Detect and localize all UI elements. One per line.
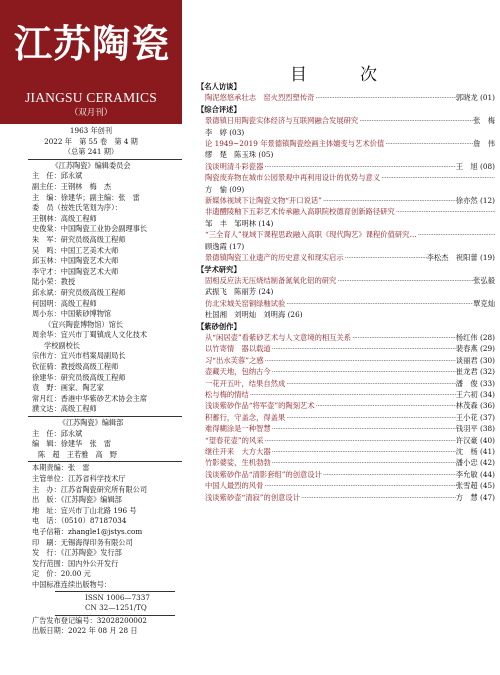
toc-leader-dots (336, 275, 473, 286)
toc-leader-dots (285, 378, 456, 389)
publishing-detail: 定 价：20.00 元 (32, 569, 91, 579)
toc-section-title: 【紫砂创作】 (197, 321, 241, 331)
editorial-staff: 主 任：邱永斌 (32, 428, 83, 438)
board-member: 吴 鸣：中国工艺美术大师 (32, 245, 119, 255)
issn-number: ISSN 1006—7337 (85, 592, 150, 602)
toc-entry-title: 中国人最烈的风骨 (205, 481, 264, 491)
toc-entry-title: 一花开五叶，结果自然成 (205, 378, 286, 388)
toc-leader-dots (285, 412, 456, 423)
toc-entry (197, 469, 495, 480)
board-member: 周小东：中国紫砂博物馆 (32, 309, 112, 319)
toc-entry-author: 潘小忠 (42) (455, 458, 495, 468)
journal-english-title: JIANGSU CERAMICS (25, 90, 157, 105)
toc-entry-title: 新媒体视域下让陶瓷文物“开口说话” (205, 196, 322, 206)
board-member: （宜兴陶瓷博物馆）馆长 (44, 319, 124, 329)
board-member: 王钢林：高级工程师 (32, 213, 97, 223)
board-member: 周余华：宜兴市丁蜀镇成人文化技术 (32, 330, 148, 340)
toc-entry-author-line: 邹 丰 邹明林 (14) (205, 218, 274, 228)
toc-leader-dots (384, 138, 473, 149)
toc-leader-dots (285, 298, 473, 309)
toc-leader-dots (351, 332, 456, 343)
toc-entry (197, 400, 495, 411)
cn-number: CN 32—1251/TQ (85, 603, 147, 613)
toc-entry-title: 浅谈紫砂作品“将军壶”的陶刻艺术 (205, 401, 315, 411)
toc-leader-dots (271, 457, 456, 468)
publishing-detail: 发行范围：国内外公开发行 (32, 558, 119, 568)
toc-entry (197, 138, 495, 149)
toc-entry-author: 张 梅 (473, 116, 495, 126)
toc-entry (197, 275, 495, 286)
toc-entry-title: 浅谈明清斗彩瓷器 (205, 161, 264, 171)
publishing-detail: 出 版：《江苏陶瓷》编辑部 (32, 495, 122, 505)
toc-entry-title: 积蓄行，守盖念，得盖果 (205, 412, 286, 422)
toc-entry (197, 435, 495, 446)
board-member: 袁 野：画家、陶艺家 (32, 383, 104, 393)
issn-box (55, 591, 175, 616)
toc-entry-author: 钱羽平 (38) (455, 424, 495, 434)
toc-leader-dots (271, 423, 456, 434)
toc-entry-author: 张弘毅 (473, 275, 495, 285)
toc-entry-author: 王六初 (34) (455, 389, 495, 399)
board-member: 主 编：徐建华；副主编：张 雷 (32, 192, 140, 202)
editorial-office-list (0, 429, 182, 461)
toc-leader-dots (358, 115, 473, 126)
toc-entry (197, 229, 495, 240)
board-member: 委 员（按姓氏笔划为序）： (32, 203, 122, 213)
toc-entry-author-line: 武振飞 陈丽芳 (24) (205, 287, 274, 297)
toc-entry-author: 崔龙君 (32) (455, 367, 495, 377)
board-member: 主 任：邱永斌 (32, 171, 83, 181)
toc-leader-dots (300, 492, 456, 503)
publishing-detail: 电子信箱：zhangle1@jstys.com (32, 526, 143, 536)
toc-entry (197, 172, 495, 183)
toc-leader-dots (417, 229, 495, 240)
toc-entry-author: 覃克灿 (473, 298, 495, 308)
toc-entry-title: 陶泥悠悠承壮志 窑火烈烈塑传奇 (205, 93, 315, 103)
toc-entry-title: 壶藏天地，包纳古今 (205, 367, 271, 377)
toc-leader-dots (264, 435, 456, 446)
toc-entry-title: 浅谈紫砂作品“清影套组”的创意设计 (205, 469, 322, 479)
toc-entry-author: 李允敏 (44) (455, 469, 495, 479)
toc-leader-dots (314, 92, 455, 103)
publishing-detail: 发 行：《江苏陶瓷》发行部 (32, 548, 122, 558)
toc-entry-author: 郭晓龙 (01) (455, 93, 495, 103)
toc-leader-dots (264, 355, 456, 366)
toc-entry (197, 423, 495, 434)
editorial-staff: 陈 超 王若雅 高 野 (38, 449, 118, 459)
toc-entry (197, 480, 495, 491)
editorial-board-list (0, 171, 182, 415)
toc-entry-author-line: 方 愉 (09) (205, 184, 245, 194)
toc-leader-dots (322, 469, 456, 480)
masthead-banner (0, 0, 182, 124)
toc-leader-dots (380, 172, 495, 183)
toc-entry-author: 李松杰 祝阳蕾 (19) (426, 253, 495, 263)
total-issue: （总第 241 期） (63, 147, 119, 157)
toc-entry-author-line: 李 婷 (03) (205, 127, 245, 137)
toc-entry-author: 谈丽君 (30) (455, 355, 495, 365)
toc-entry-author: 方 慧 (47) (455, 492, 495, 502)
toc-entry (197, 206, 495, 217)
toc-entry-title: 从“闲居壶”看紫砂艺术与人文意境的相互关系 (205, 332, 352, 342)
toc-entry (197, 446, 495, 457)
toc-entry-title: 竹影婆娑，生机勃勃 (205, 458, 271, 468)
toc-section-title: 【综合评述】 (197, 104, 241, 114)
toc-leader-dots (263, 161, 455, 172)
board-member: 钦征骑：教授级高级工程师 (32, 362, 119, 372)
table-of-contents (197, 81, 495, 503)
board-member: 学校副校长 (44, 340, 80, 350)
toc-entry-author: 林茂森 (36) (455, 401, 495, 411)
toc-entry (197, 366, 495, 377)
toc-leader-dots (322, 195, 456, 206)
board-member: 邱玉林：中国陶瓷艺术大师 (32, 256, 119, 266)
toc-entry-author-line: 顾逸霞 (17) (205, 241, 245, 251)
toc-entry-author: 张雪超 (45) (455, 481, 495, 491)
toc-entry (197, 115, 495, 126)
toc-entry-author: 裴春燕 (29) (455, 344, 495, 354)
toc-entry-title: “三全育人”视域下课程思政融入高职《现代陶艺》课程价值研究… (205, 230, 417, 240)
toc-entry-title: 习“出水芙蓉”之感 (205, 355, 264, 365)
toc-leader-dots (249, 389, 456, 400)
board-member: 李守才：中国陶瓷艺术大师 (32, 266, 119, 276)
toc-entry-title: 以竹寄情 器以载道 (205, 344, 271, 354)
board-title: 《江苏陶瓷》编辑委员会 (51, 160, 131, 170)
toc-entry (197, 92, 495, 103)
toc-entry-author-line: 缪 楚 陈玉珠 (05) (205, 150, 274, 160)
toc-entry-title: 难得糊涂是一种智慧 (205, 424, 271, 434)
toc-entry (197, 378, 495, 389)
toc-title: 目 次 (290, 65, 395, 85)
toc-entry-author: 杨红伟 (28) (455, 332, 495, 342)
toc-entry (197, 355, 495, 366)
toc-entry (197, 161, 495, 172)
toc-leader-dots (271, 446, 456, 457)
board-member: 副主任：王钢林 梅 杰 (32, 181, 112, 191)
table-of-contents-column (195, 0, 500, 675)
journal-logo: 江苏陶瓷 (14, 21, 171, 66)
toc-leader-dots (315, 400, 456, 411)
toc-entry-author: 沈 杨 (41) (455, 447, 495, 456)
toc-entry (197, 389, 495, 400)
toc-entry-title: 固相反应法无压烧结制备氮氧化铝的研究 (205, 275, 337, 285)
publishing-detail: 中国标准连续出版物号： (32, 579, 112, 589)
divider (28, 416, 182, 417)
board-member: 何国明：高级工程师 (32, 298, 97, 308)
toc-entry (197, 457, 495, 468)
toc-leader-dots (395, 206, 495, 217)
publishing-detail: 主 办：江苏省陶瓷研究所有限公司 (32, 484, 148, 494)
toc-entry (197, 332, 495, 343)
board-member: 宗伟方：宜兴市档案局副局长 (32, 351, 126, 361)
publishing-detail: 主管单位：江苏省科学技术厅 (32, 474, 126, 483)
toc-entry-author: 许汉豪 (40) (455, 435, 495, 445)
toc-entry (197, 492, 495, 503)
toc-entry-title: 陶瓷废弃物在城市公园景观中再利用设计的优势与意义 (205, 173, 381, 183)
toc-entry-title: 景德镇陶瓷工业遗产的历史意义和现实启示 (205, 253, 344, 263)
board-member: 朱 军：研究员级高级工程师 (32, 234, 126, 244)
toc-entry-title: “望春花壶”的风采 (205, 435, 264, 445)
toc-leader-dots (271, 366, 456, 377)
publishing-detail: 地 址：宜兴市丁山北路 196 号 (32, 505, 137, 515)
toc-entry (197, 298, 495, 309)
toc-entry-title: 松与梅的情结 (205, 389, 249, 399)
toc-entry-author: 王 旭 (08) (455, 161, 495, 171)
divider (28, 461, 182, 462)
toc-entry (197, 195, 495, 206)
ad-license: 广告发布登记编号：32028200002 (32, 615, 147, 625)
toc-entry-title: 非遗醴陵釉下五彩艺术传承融入高职院校德育创新路径研究 (205, 207, 395, 217)
toc-entry-author: 王小花 (37) (455, 412, 495, 422)
toc-entry-title: 景德镇日用陶瓷实体经济与互联网融合发展研究 (205, 116, 359, 126)
toc-entry-author-line: 杜国湘 刘明灿 刘明海 (26) (205, 310, 303, 320)
toc-entry-title: 继往开来 大方大器 (205, 447, 271, 456)
board-member: 邱永斌：研究员级高级工程师 (32, 287, 126, 297)
toc-entry (197, 252, 495, 263)
board-member: 史俊棠：中国陶瓷工业协会副理事长 (32, 224, 148, 234)
issue-number: 2022 年 第 55 卷 第 4 期 (44, 136, 138, 146)
editorial-staff: 编 辑：徐建华 张 雷 (32, 439, 112, 449)
publishing-detail: 电 话：（0510）87187034 (32, 516, 127, 526)
toc-leader-dots (263, 480, 455, 491)
publication-frequency: （双月刊） (69, 108, 113, 118)
toc-entry-author: 潘 俊 (33) (455, 378, 495, 388)
divider (28, 159, 182, 160)
toc-section-title: 【名人访谈】 (197, 82, 241, 91)
toc-entry (197, 343, 495, 354)
toc-leader-dots (344, 252, 427, 263)
publishing-details (0, 463, 182, 590)
publication-date: 出版日期：2022 年 08 月 28 日 (32, 626, 138, 636)
toc-leader-dots (271, 343, 456, 354)
founded-year: 1963 年创刊 (69, 126, 113, 135)
board-member: 濮文达：高级工程师 (32, 404, 97, 414)
board-member: 陆小荣：教授 (32, 277, 76, 287)
toc-entry-title: 仿北宋城关窑铜绿釉试验 (205, 298, 286, 308)
board-member: 常月红：香港中华紫砂艺术协会主席 (32, 393, 148, 403)
publishing-detail: 本期责编：张 雷 (32, 463, 90, 473)
toc-entry-author: 徐亦然 (12) (455, 196, 495, 206)
masthead-column (0, 0, 182, 675)
toc-entry-author: 詹 伟 (473, 139, 495, 149)
editorial-office-title: 《江苏陶瓷》编辑部 (58, 418, 124, 428)
toc-entry (197, 412, 495, 423)
toc-entry-title: 论 1949~2019 年景德镇陶瓷绘画主体嬗变与艺术价值 (205, 139, 385, 149)
toc-section-title: 【学术研究】 (197, 264, 241, 274)
publishing-detail: 印 刷：无锡海得印务有限公司 (32, 537, 133, 547)
toc-entry-title: 浅谈紫砂壶“清寂”的创意设计 (205, 492, 301, 502)
publication-info (0, 126, 182, 637)
board-member: 徐建华：研究员级高级工程师 (32, 372, 126, 382)
